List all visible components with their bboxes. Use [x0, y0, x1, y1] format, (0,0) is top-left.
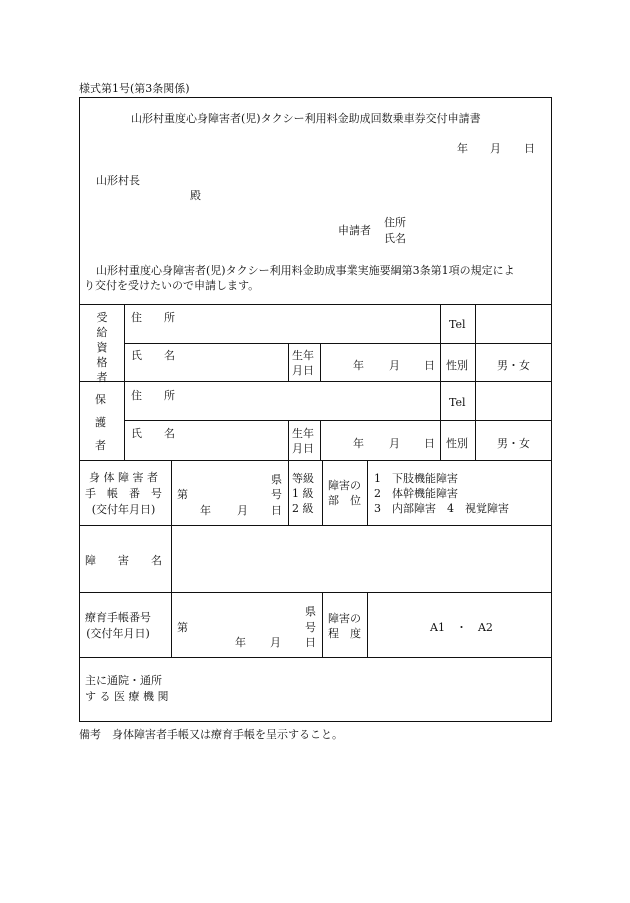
- guardian-address-label: 住 所: [131, 389, 175, 402]
- guardian-sex-label: 性別: [446, 437, 468, 450]
- guardian-heading-char: 者: [95, 439, 106, 452]
- col-divider: [322, 592, 323, 657]
- col-divider: [320, 343, 321, 381]
- rehab-degree-label: 障害の 程 度: [328, 612, 361, 640]
- row-divider: [124, 343, 552, 344]
- recipient-birth-day: 日: [424, 359, 435, 372]
- recipient-birth-label: 生年 月日: [292, 349, 314, 377]
- rehab-issue-year: 年: [235, 636, 246, 649]
- row-divider: [79, 592, 552, 593]
- rehab-certificate-label: 療育手帳番号 (交付年月日): [85, 611, 151, 640]
- recipient-address-field[interactable]: [131, 320, 431, 338]
- row-divider: [79, 304, 552, 305]
- recipient-tel-label: Tel: [449, 318, 466, 331]
- guardian-birth-label: 生年 月日: [292, 427, 314, 455]
- date-month-label: 月: [490, 142, 501, 155]
- recipient-sex-options[interactable]: 男・女: [497, 359, 530, 372]
- form-right-border: [551, 97, 552, 722]
- physical-site-label: 障害の 部 位: [328, 479, 361, 507]
- rehab-prefix-label: 第: [177, 621, 188, 634]
- rehab-issue-month: 月: [270, 636, 281, 649]
- col-divider: [288, 420, 289, 460]
- date-year-label: 年: [457, 142, 468, 155]
- row-divider: [79, 460, 552, 461]
- statement-line-1: 山形村重度心身障害者(児)タクシー利用料金助成事業実施要綱第3条第1項の規定によ: [96, 264, 515, 277]
- col-divider: [322, 460, 323, 525]
- guardian-birth-day: 日: [424, 437, 435, 450]
- medical-institution-label: 主に通院・通所 す る 医 療 機 関: [85, 674, 169, 703]
- recipient-name-label: 氏 名: [131, 349, 175, 362]
- row-divider: [79, 381, 552, 382]
- row-divider: [124, 420, 552, 421]
- addressee-name: 山形村長: [96, 174, 140, 187]
- applicant-address-label: 住所: [384, 216, 406, 229]
- col-divider: [288, 343, 289, 381]
- rehab-pref-label: 県: [305, 605, 316, 618]
- form-bottom-border: [79, 721, 552, 722]
- physical-issue-year: 年: [200, 504, 211, 517]
- disability-name-field[interactable]: [178, 532, 546, 586]
- guardian-tel-field[interactable]: [478, 384, 548, 418]
- guardian-heading-char: 保: [95, 393, 106, 406]
- guardian-heading-char: 護: [95, 416, 106, 429]
- recipient-section-heading: 受 給 資 格 者: [96, 311, 108, 384]
- col-divider: [124, 304, 125, 460]
- disability-name-label: 障 害 名: [85, 554, 162, 567]
- physical-number-label: 号: [271, 488, 282, 501]
- guardian-name-field[interactable]: [131, 438, 283, 456]
- physical-prefix-label: 第: [177, 488, 188, 501]
- date-day-label: 日: [524, 142, 535, 155]
- physical-issue-month: 月: [237, 504, 248, 517]
- row-divider: [79, 525, 552, 526]
- rehab-number-label: 号: [305, 621, 316, 634]
- statement-line-2: り交付を受けたいので申請します。: [84, 279, 260, 292]
- medical-institution-field[interactable]: [178, 664, 546, 716]
- rehab-degree-options[interactable]: A1 ・ A2: [430, 621, 493, 634]
- form-number: 様式第1号(第3条関係): [79, 82, 190, 95]
- recipient-address-label: 住 所: [131, 311, 175, 324]
- col-divider: [367, 592, 368, 657]
- col-divider: [440, 304, 441, 460]
- col-divider: [475, 304, 476, 460]
- recipient-tel-field[interactable]: [478, 307, 548, 341]
- guardian-tel-label: Tel: [449, 396, 466, 409]
- col-divider: [288, 460, 289, 525]
- form-top-border: [79, 97, 552, 98]
- guardian-birth-month: 月: [389, 437, 400, 450]
- recipient-birth-year: 年: [353, 359, 364, 372]
- physical-issue-day: 日: [271, 504, 282, 517]
- row-divider: [79, 657, 552, 658]
- remarks-note: 備考 身体障害者手帳又は療育手帳を呈示すること。: [79, 728, 343, 741]
- recipient-birth-month: 月: [389, 359, 400, 372]
- recipient-sex-label: 性別: [446, 359, 468, 372]
- recipient-name-field[interactable]: [131, 360, 283, 378]
- physical-certificate-label: 身 体 障 害 者 手 帳 番 号 (交付年月日): [85, 471, 162, 516]
- col-divider: [320, 420, 321, 460]
- physical-site-options[interactable]: 1 下肢機能障害 2 体幹機能障害 3 内部障害 4 視覚障害: [374, 472, 509, 515]
- addressee-honorific: 殿: [190, 189, 201, 202]
- col-divider: [367, 460, 368, 525]
- guardian-birth-year: 年: [353, 437, 364, 450]
- physical-pref-label: 県: [271, 473, 282, 486]
- applicant-name-label: 氏名: [384, 232, 406, 245]
- rehab-issue-day: 日: [305, 636, 316, 649]
- physical-grade[interactable]: 等級 1 級 2 級: [292, 472, 314, 515]
- guardian-name-label: 氏 名: [131, 427, 175, 440]
- guardian-address-field[interactable]: [131, 398, 431, 416]
- guardian-sex-options[interactable]: 男・女: [497, 437, 530, 450]
- form-left-border: [79, 97, 80, 722]
- applicant-label: 申請者: [338, 224, 371, 237]
- form-title: 山形村重度心身障害者(児)タクシー利用料金助成回数乗車券交付申請書: [131, 112, 481, 125]
- col-divider: [171, 460, 172, 657]
